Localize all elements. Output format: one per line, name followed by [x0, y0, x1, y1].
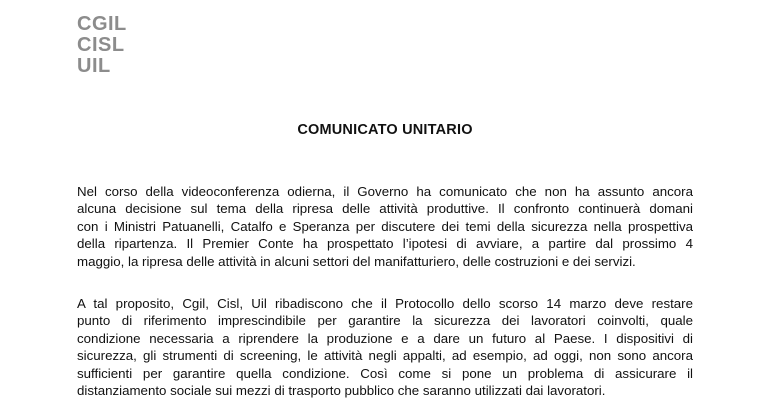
- text-line: Nel corso della videoconferenza odierna, il Governo ha comunicato che non ha assunto ancora: [77, 184, 693, 199]
- logo-line-cgil: CGIL: [77, 13, 127, 35]
- text-line: della ripartenza. Il Premier Conte ha prospettato l’ipotesi di avviare, a partire dal prossimo 4: [77, 236, 693, 252]
- text-line: con i Ministri Patuanelli, Catalfo e Speranza per discutere dei temi della sicurezza nella prospettiva: [77, 218, 693, 234]
- text-line: A tal proposito, Cgil, Cisl, Uil ribadiscono che il Protocollo dello scorso 14 marzo deve restare: [77, 296, 693, 311]
- logo-line-uil: UIL: [77, 55, 111, 77]
- text-line: alcuna decisione sul tema della ripresa delle attività produttive. Il confronto continuerà domani: [77, 201, 693, 217]
- logo-line-cisl: CISL: [77, 34, 125, 56]
- document-title: COMUNICATO UNITARIO: [297, 122, 473, 138]
- text-line: punto di riferimento imprescindibile per garantire la sicurezza dei lavoratori coinvolti, quale: [77, 313, 693, 329]
- text-line: distanziamento sociale sui mezzi di trasporto pubblico che saranno utilizzati dai lavoratori.: [77, 382, 606, 398]
- text-line: sufficienti per garantire quella condizione. Così come si pone un problema di assicurare il: [77, 365, 693, 381]
- text-line: condizione necessaria a riprendere la produzione e a dare un futuro al Paese. I dispositivi di: [77, 330, 693, 346]
- text-line: maggio, la ripresa delle attività in alcuni settori del manifatturiero, delle costruzioni e dei servizi.: [77, 253, 636, 269]
- text-line: sicurezza, gli strumenti di screening, le attività negli appalti, ad esempio, ad oggi, non sono ancora: [77, 348, 693, 364]
- paragraph-1: [77, 183, 693, 270]
- paragraph-2: [77, 295, 693, 399]
- union-logo: [77, 14, 127, 77]
